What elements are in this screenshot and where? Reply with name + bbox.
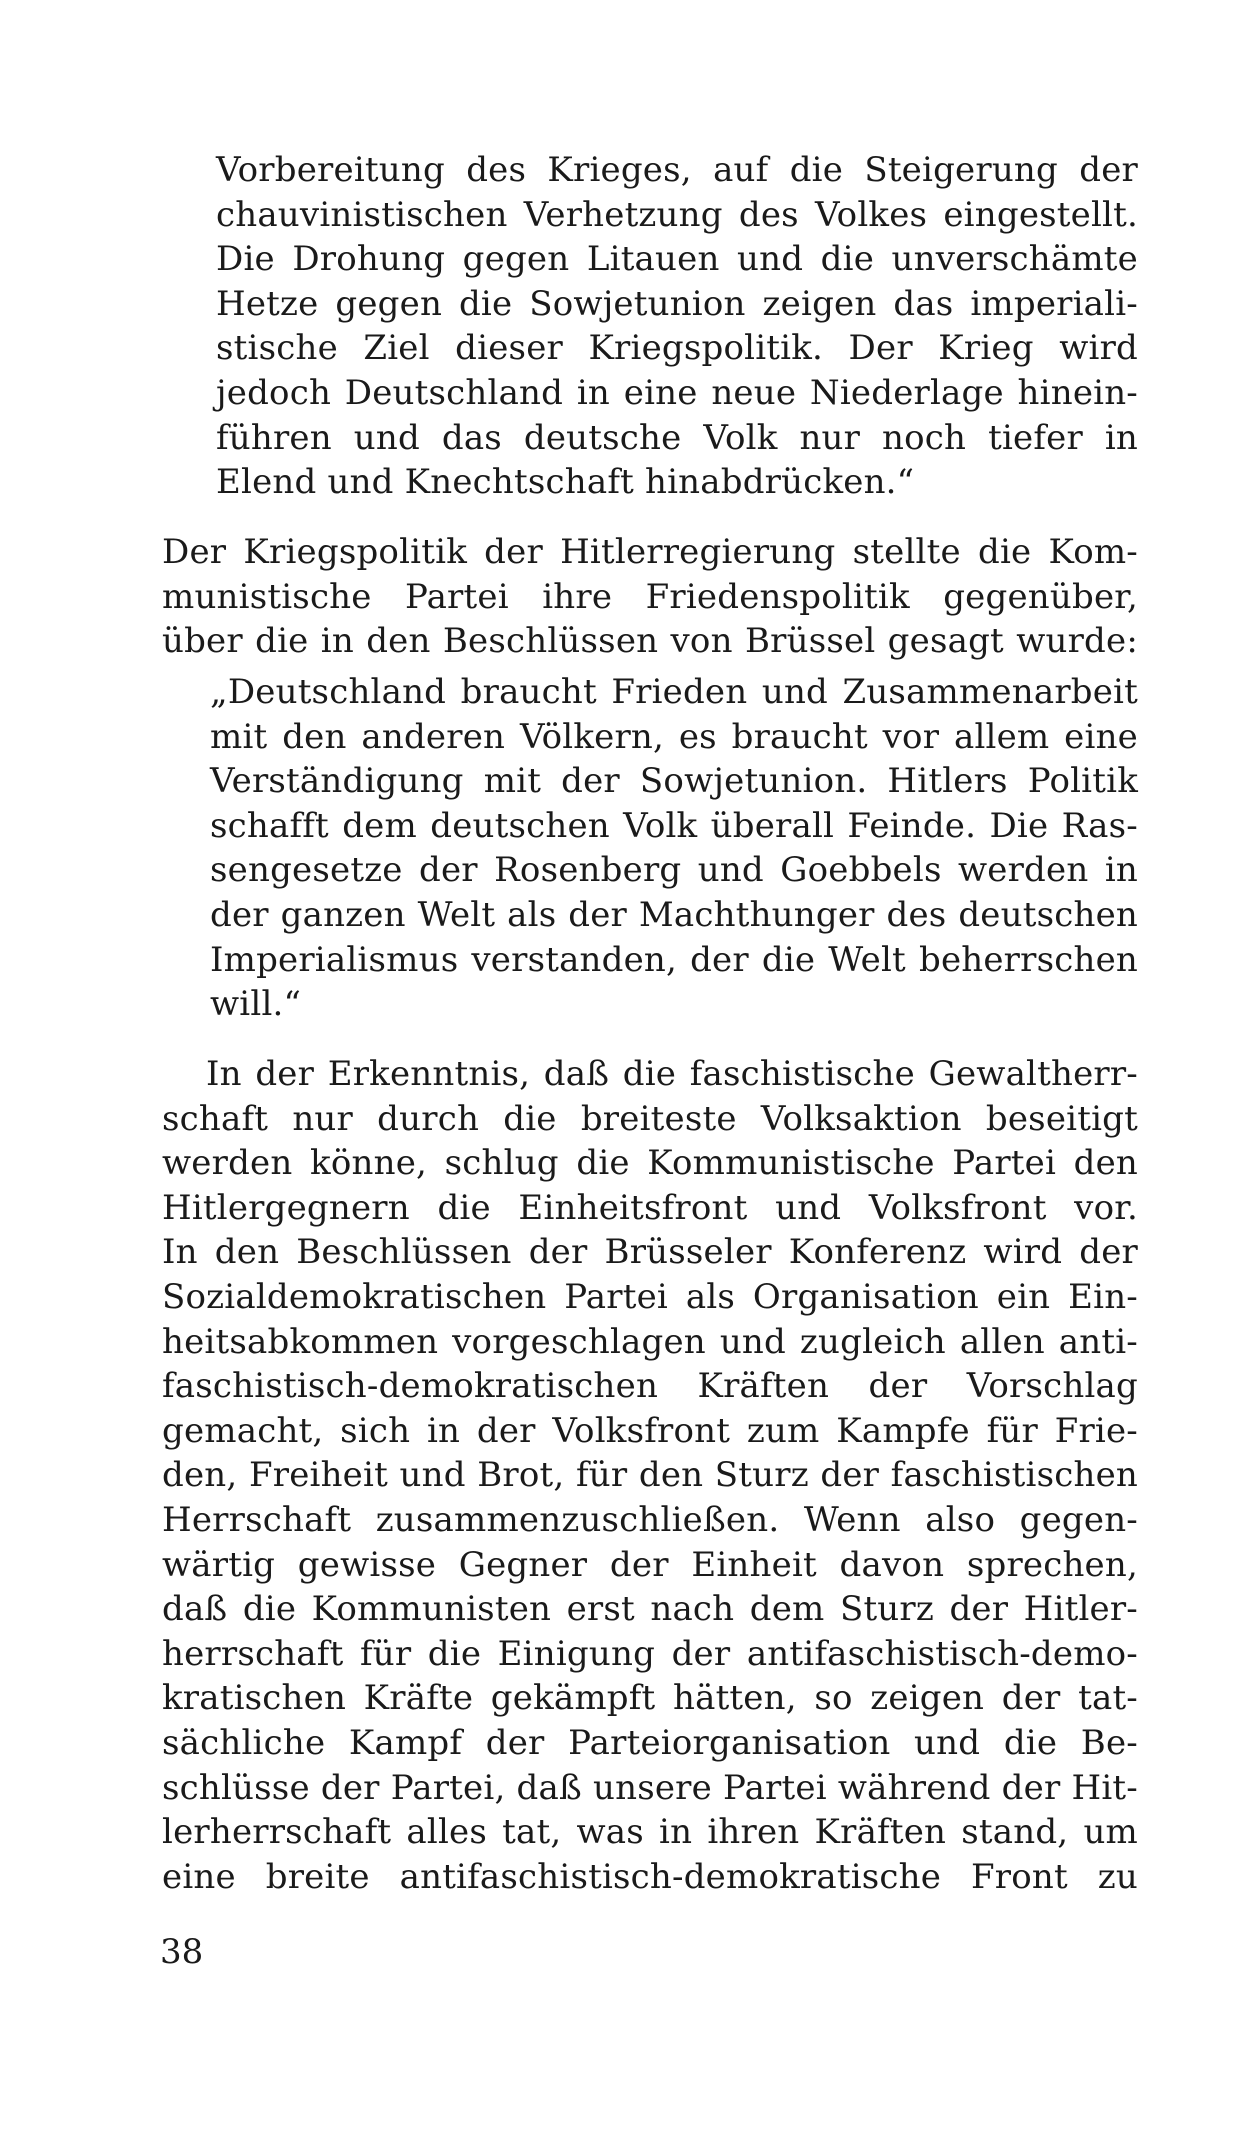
text-line: Imperialismus verstanden, der die Welt beherrschen bbox=[210, 939, 1138, 980]
text-line: lerherrschaft alles tat, was in ihren Kräften stand, um bbox=[162, 1812, 1138, 1853]
paragraph-1 bbox=[162, 530, 1138, 664]
text-line: will.“ bbox=[210, 984, 302, 1025]
text-line: herrschaft für die Einigung der antifaschistisch-demo- bbox=[162, 1633, 1138, 1674]
text-line: den, Freiheit und Brot, für den Sturz der faschistischen bbox=[162, 1455, 1138, 1496]
text-line: In den Beschlüssen der Brüsseler Konferenz wird der bbox=[162, 1232, 1138, 1273]
block-quote-1 bbox=[216, 148, 1138, 505]
text-line: jedoch Deutschland in eine neue Niederlage hinein- bbox=[216, 372, 1138, 413]
text-line: daß die Kommunisten erst nach dem Sturz der Hitler- bbox=[162, 1589, 1138, 1630]
text-line: führen und das deutsche Volk nur noch tiefer in bbox=[216, 417, 1138, 458]
text-line: Vorbereitung des Krieges, auf die Steigerung der bbox=[216, 150, 1138, 190]
text-line: „Deutschland braucht Frieden und Zusammenarbeit bbox=[210, 672, 1138, 712]
text-line: schlüsse der Partei, daß unsere Partei während der Hit- bbox=[162, 1767, 1138, 1808]
text-line: werden könne, schlug die Kommunistische Partei den bbox=[162, 1143, 1138, 1184]
text-line: sengesetze der Rosenberg und Goebbels werden in bbox=[210, 850, 1138, 891]
text-line: Hitlergegnern die Einheitsfront und Volksfront vor. bbox=[162, 1187, 1138, 1228]
text-line: sächliche Kampf der Parteiorganisation und die Be- bbox=[162, 1722, 1138, 1763]
text-line: Die Drohung gegen Litauen und die unverschämte bbox=[216, 239, 1138, 280]
text-line: Der Kriegspolitik der Hitlerregierung stellte die Kom- bbox=[162, 532, 1138, 572]
text-line: schafft dem deutschen Volk überall Feinde. Die Ras- bbox=[210, 805, 1138, 846]
text-line: wärtig gewisse Gegner der Einheit davon sprechen, bbox=[162, 1544, 1138, 1585]
paragraph-2 bbox=[162, 1052, 1138, 1899]
text-line: munistische Partei ihre Friedenspolitik gegenüber, bbox=[162, 576, 1138, 617]
text-line: gemacht, sich in der Volksfront zum Kampfe für Frie- bbox=[162, 1410, 1138, 1451]
text-line: Hetze gegen die Sowjetunion zeigen das imperiali- bbox=[216, 283, 1138, 324]
text-line: über die in den Beschlüssen von Brüssel gesagt wurde: bbox=[162, 621, 1138, 662]
text-line: Herrschaft zusammenzuschließen. Wenn also gegen- bbox=[162, 1499, 1138, 1540]
text-line: der ganzen Welt als der Machthunger des deutschen bbox=[210, 894, 1138, 935]
page-number: 38 bbox=[160, 1932, 204, 1972]
text-line: Sozialdemokratischen Partei als Organisation ein Ein- bbox=[162, 1276, 1138, 1317]
text-line: faschistisch-demokratischen Kräften der Vorschlag bbox=[162, 1366, 1138, 1407]
text-line: Verständigung mit der Sowjetunion. Hitlers Politik bbox=[210, 761, 1138, 802]
text-line: mit den anderen Völkern, es braucht vor allem eine bbox=[210, 716, 1138, 757]
text-line: eine breite antifaschistisch-demokratische Front zu bbox=[162, 1856, 1138, 1897]
text-line: schaft nur durch die breiteste Volksaktion beseitigt bbox=[162, 1098, 1138, 1139]
text-line: Elend und Knechtschaft hinabdrücken.“ bbox=[216, 462, 915, 503]
text-line: kratischen Kräfte gekämpft hätten, so zeigen der tat- bbox=[162, 1678, 1138, 1719]
text-line: In der Erkenntnis, daß die faschistische Gewaltherr- bbox=[206, 1054, 1138, 1094]
text-line: heitsabkommen vorgeschlagen und zugleich allen anti- bbox=[162, 1321, 1138, 1362]
block-quote-2 bbox=[210, 670, 1138, 1027]
text-line: chauvinistischen Verhetzung des Volkes eingestellt. bbox=[216, 194, 1138, 235]
text-line: stische Ziel dieser Kriegspolitik. Der Krieg wird bbox=[216, 328, 1138, 369]
